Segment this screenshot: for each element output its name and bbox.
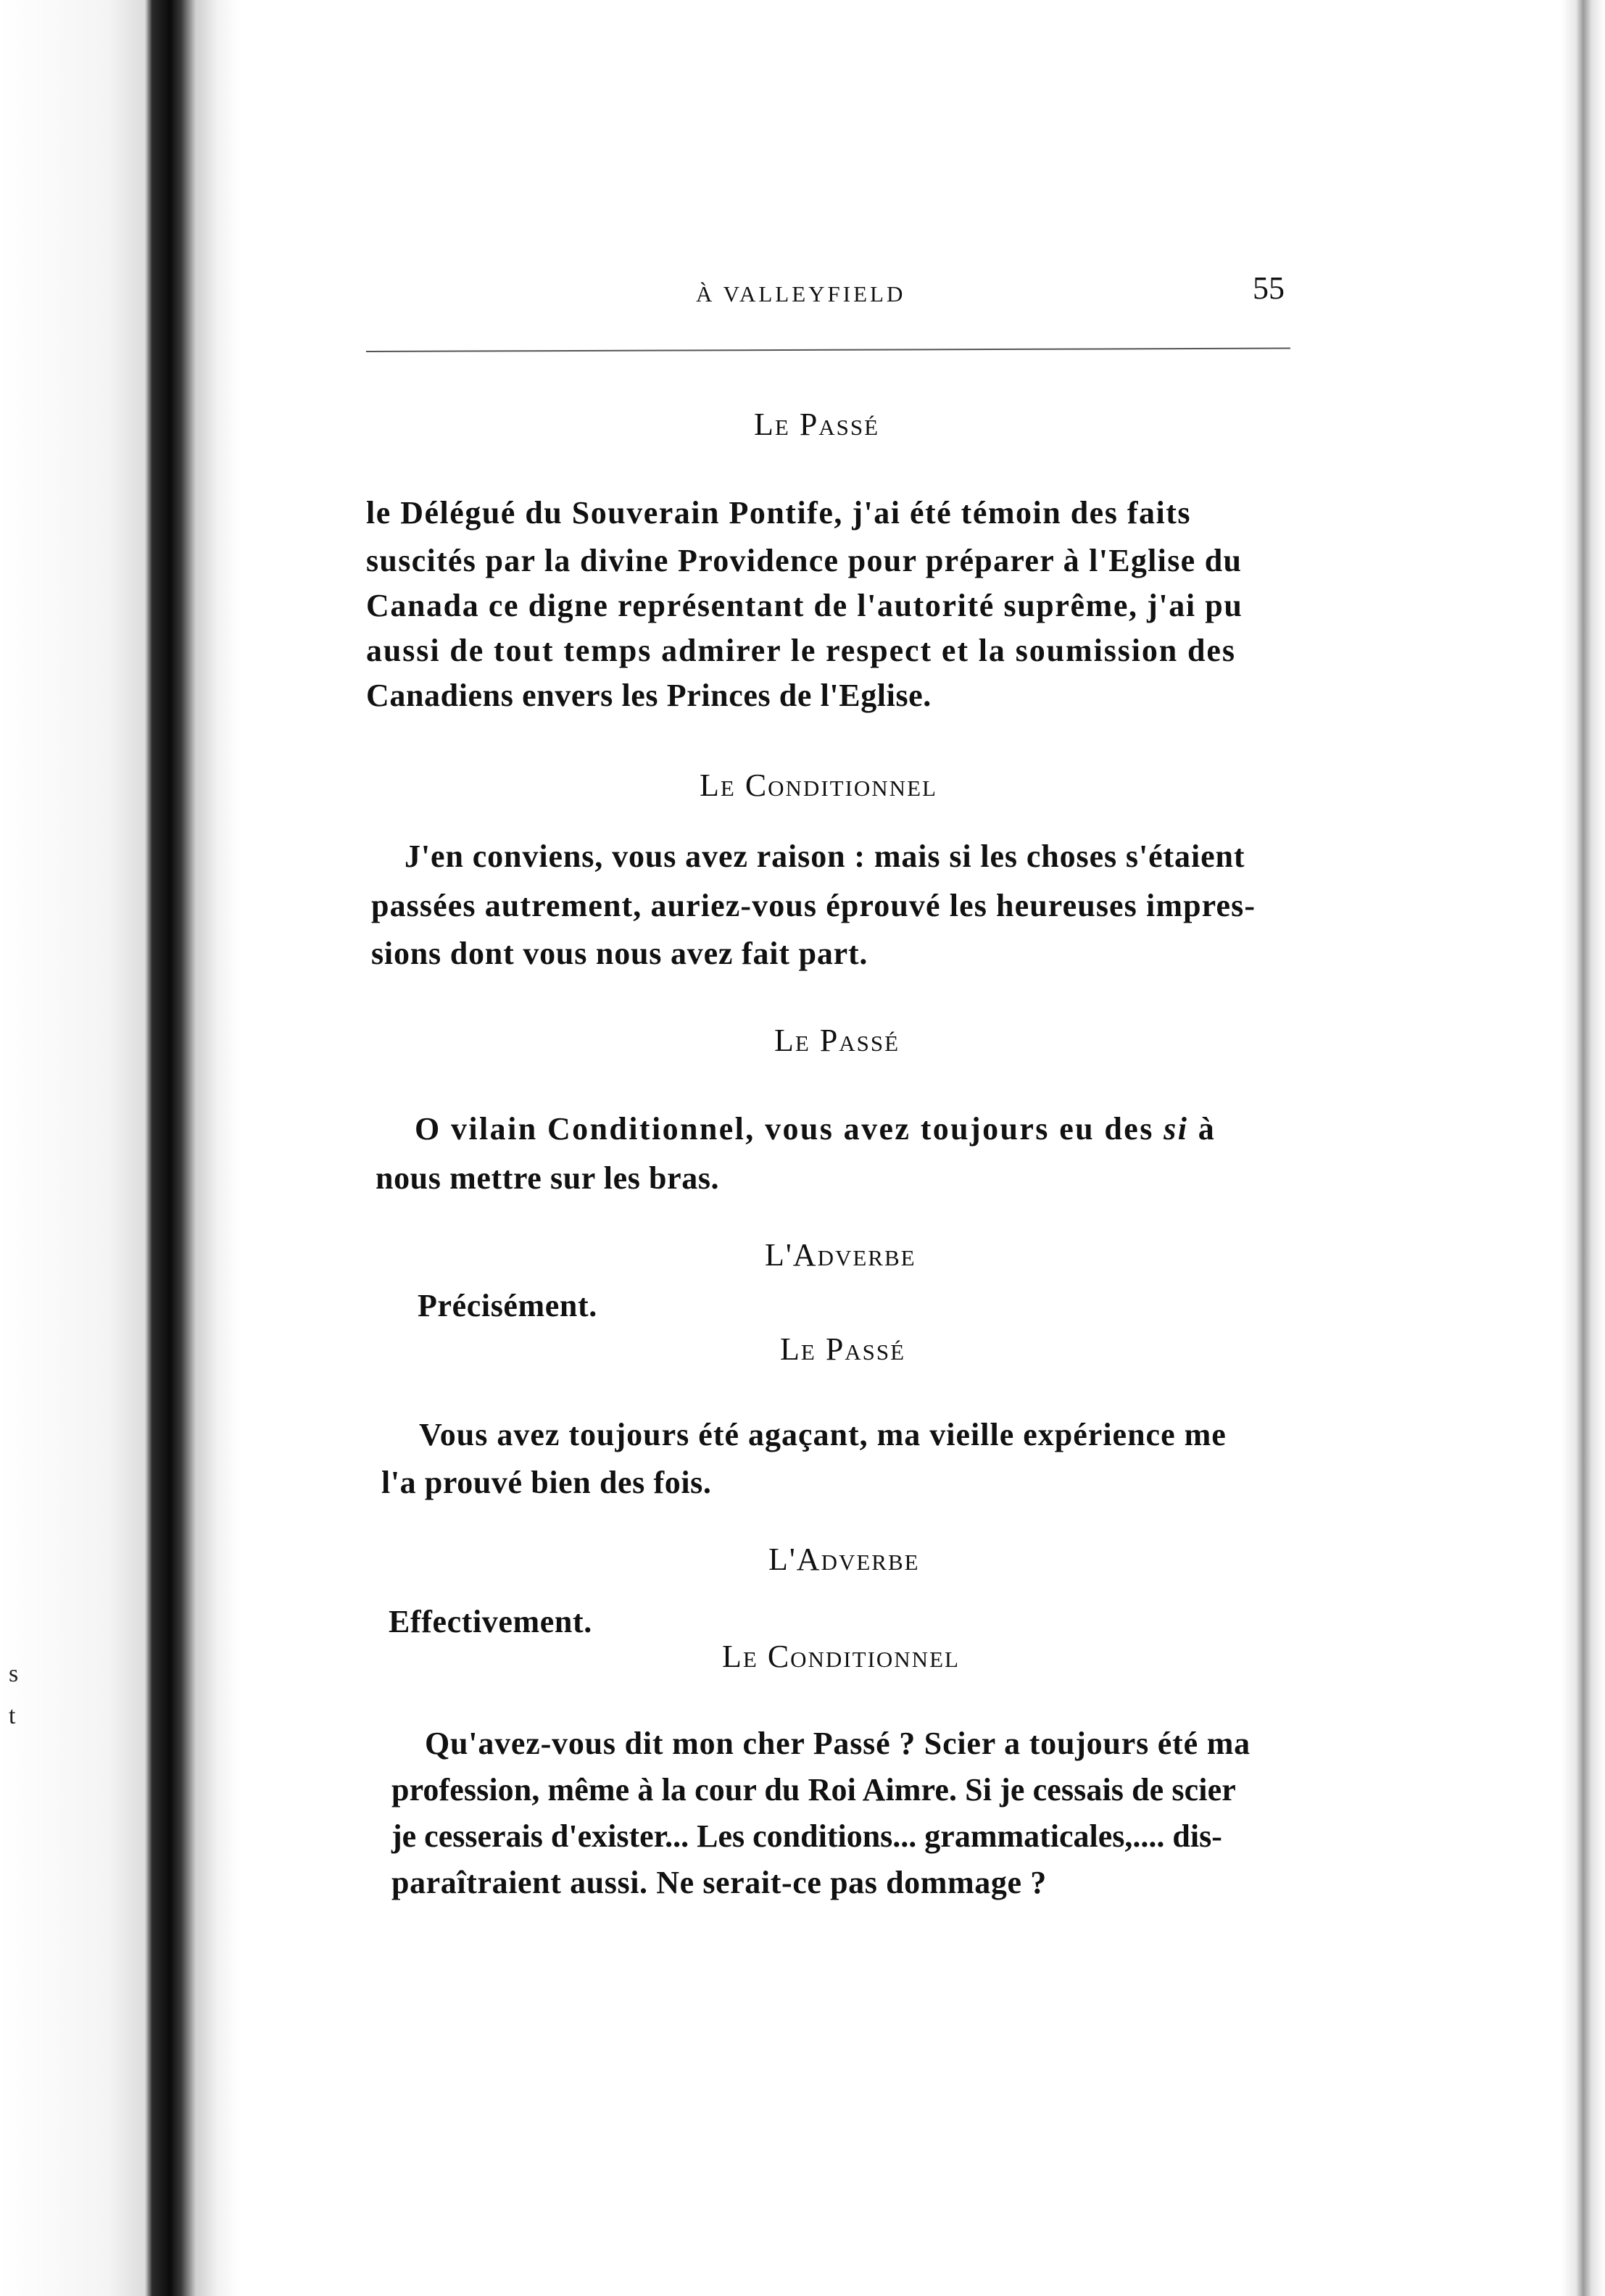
speaker-heading: Le Passé <box>754 407 880 442</box>
text-line: passées autrement, auriez-vous éprouvé les heureuses impres- <box>371 888 1256 923</box>
text-line: suscités par la divine Providence pour préparer à l'Eglise du <box>366 543 1243 578</box>
page-edge <box>1562 0 1605 2296</box>
text-line: Canada ce digne représentant de l'autorité suprême, j'ai pu <box>366 588 1243 623</box>
text-line <box>415 1110 1216 1147</box>
left-page-fragment: s <box>9 1660 19 1687</box>
text-line: J'en conviens, vous avez raison : mais si les choses s'étaient <box>405 839 1245 874</box>
text-line: Canadiens envers les Princes de l'Eglise. <box>366 678 932 713</box>
speaker-heading: L'Adverbe <box>768 1542 920 1577</box>
text-line: Effectivement. <box>389 1604 592 1639</box>
text-line: Précisément. <box>418 1288 597 1323</box>
page-number: 55 <box>1253 270 1285 306</box>
running-head: À VALLEYFIELD <box>696 281 906 307</box>
text-span: O vilain Conditionnel, vous avez toujours eu des <box>415 1111 1154 1147</box>
text-line: je cesserais d'exister... Les conditions... grammaticales,.... dis- <box>391 1818 1222 1854</box>
header-rule <box>366 348 1290 352</box>
speaker-heading: Le Conditionnel <box>700 768 937 803</box>
text-line: aussi de tout temps admirer le respect et la soumission des <box>366 633 1236 668</box>
text-line: Qu'avez-vous dit mon cher Passé ? Scier a toujours été ma <box>425 1726 1251 1761</box>
text-line: l'a prouvé bien des fois. <box>381 1465 712 1500</box>
text-line: sions dont vous nous avez fait part. <box>371 936 868 971</box>
speaker-heading: Le Passé <box>780 1331 906 1367</box>
italic-word: si <box>1164 1111 1189 1147</box>
speaker-heading: Le Conditionnel <box>722 1639 960 1674</box>
text-line: Vous avez toujours été agaçant, ma vieille expérience me <box>419 1417 1227 1452</box>
text-line: le Délégué du Souverain Pontife, j'ai été témoin des faits <box>366 495 1191 531</box>
text-span: à <box>1198 1111 1216 1147</box>
text-line: paraîtraient aussi. Ne serait-ce pas dommage ? <box>391 1865 1047 1900</box>
text-line: profession, même à la cour du Roi Aimre. Si je cessais de scier <box>391 1772 1236 1808</box>
speaker-heading: Le Passé <box>774 1023 900 1058</box>
book-binding-shadow <box>0 0 239 2296</box>
text-line: nous mettre sur les bras. <box>376 1160 720 1196</box>
speaker-heading: L'Adverbe <box>765 1237 916 1273</box>
left-page-fragment: t <box>9 1702 16 1729</box>
